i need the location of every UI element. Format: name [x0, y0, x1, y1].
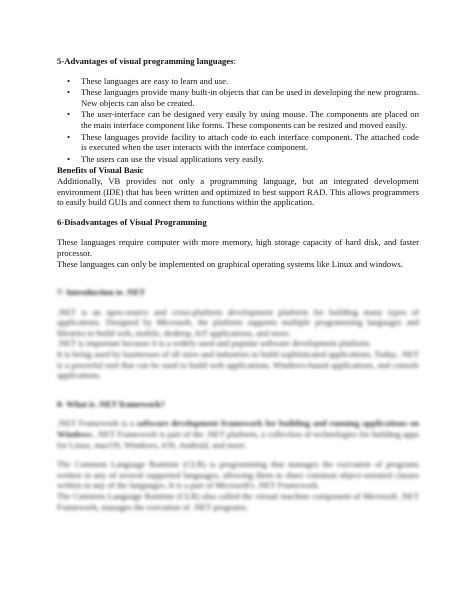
- section8-lead: .NET Framework is a: [57, 418, 134, 429]
- section8-paragraph-2: The Common Language Runtime (CLR) is programming that manages the execution of programs written in any of several supported languages, allowing them to share common object-oriented classes written in any of the languages. It is a part of Microsoft's .NET Framework.: [57, 459, 419, 491]
- section5-heading: [57, 56, 419, 67]
- section7-line: It is being used by businesses of all sizes and industries to build sophisticated applications. Today, .NET is a powerful tool that can be used to build web applications, Windows-based applications, and console applications.: [57, 349, 419, 381]
- section6-heading: 6-Disadvantages of Visual Programming: [57, 216, 207, 227]
- list-item: • The user-interface can be designed very easily by using mouse. The components are placed on the main interface component like forms. These components can be resized and moved easily.: [81, 109, 419, 130]
- blurred-preview: [57, 269, 419, 512]
- list-item: • These languages provide facility to attach code to each interface component. The attached code is executed when the user interacts with the interface component.: [81, 132, 419, 153]
- section6-paragraph-2: These languages can only be implemented on graphical operating systems like Linux and windows.: [57, 258, 403, 269]
- benefits-paragraph: Additionally, VB provides not only a programming language, but an integrated development environment (IDE) that has been written and optimized to best support RAD. This allows programmers to easily build GUIs and connect them to functions within the application.: [57, 175, 419, 208]
- document-body: [57, 56, 419, 512]
- section7-line: .NET is an open-source and cross-platform development platform for building many types of applications. Designed by Microsoft, the platform supports multiple programming languages and libraries to build web, mobile, desktop, IoT applications, and more.: [57, 306, 419, 338]
- section8-heading: 8- What is .NET framework?: [57, 398, 166, 409]
- advantages-list: [57, 76, 419, 165]
- section5-heading-colon: :: [233, 56, 236, 66]
- section5-heading-text: 5-Advantages of visual programming languages: [57, 56, 234, 66]
- section8-paragraph-1: [57, 418, 419, 450]
- list-item: • These languages are easy to learn and use.: [81, 76, 419, 87]
- section8-paragraph-3: The Common Language Runtime (CLR) also called the virtual machine component of Microsoft .NET Framework, manages the execution of .NET programs.: [57, 491, 419, 512]
- section6-paragraph-1: These languages require computer with more memory, high storage capacity of hard disk, and faster processor.: [57, 237, 419, 258]
- benefits-heading: Benefits of Visual Basic: [57, 165, 144, 176]
- section7-heading: 7- Introduction to .NET: [57, 287, 146, 298]
- section8-bold: software development framework for building and running applications on Windows.: [57, 418, 420, 440]
- section7-line: .NET is important because it is a widely used and popular software development platform.: [57, 338, 372, 349]
- section8-rest: .NET Framework is part of the .NET platform, a collection of technologies for building apps for Linux, macOS, Windows, iOS, Android, and more.: [57, 429, 420, 450]
- list-item: • The users can use the visual applications very easily.: [81, 154, 419, 165]
- list-item: • These languages provide many built-in objects that can be used in developing the new programs. New objects can also be created.: [81, 87, 419, 108]
